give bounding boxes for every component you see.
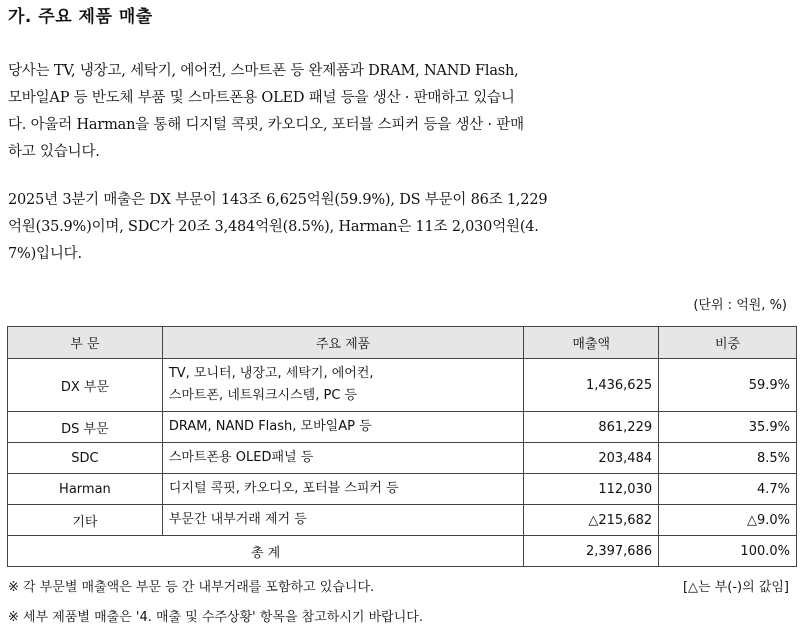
table-row: [8, 505, 797, 536]
sales-table: [7, 326, 797, 567]
footnote: ※ 세부 제품별 매출은 '4. 매출 및 수주상황' 항목을 참고하시기 바랍니다.: [8, 610, 423, 625]
share-cell: 8.5%: [659, 443, 797, 474]
intro-line: 하고 있습니다.: [8, 144, 100, 160]
segment-cell: 기타: [8, 505, 163, 536]
sales-summary-paragraph: [8, 187, 608, 268]
sales-cell: 1,436,625: [524, 359, 659, 412]
table-row: [8, 443, 797, 474]
total-share: 100.0%: [659, 536, 797, 567]
total-label: 총 계: [8, 536, 524, 567]
products-cell: 부문간 내부거래 제거 등: [162, 505, 523, 536]
header-segment: 부 문: [8, 327, 163, 359]
summary-line: 억원(35.9%)이며, SDC가 20조 3,484억원(8.5%), Harman은 11조 2,030억원(4.: [8, 219, 539, 235]
sales-cell: 112,030: [524, 474, 659, 505]
table-row: [8, 474, 797, 505]
section-heading: 가. 주요 제품 매출: [8, 7, 153, 27]
share-cell: 35.9%: [659, 412, 797, 443]
products-line: TV, 모니터, 냉장고, 세탁기, 에어컨,: [168, 366, 374, 381]
intro-paragraph: [8, 58, 608, 166]
share-cell: △9.0%: [659, 505, 797, 536]
share-cell: 59.9%: [659, 359, 797, 412]
segment-cell: SDC: [8, 443, 163, 474]
table-row: [8, 359, 797, 412]
unit-note: (단위 : 억원, %): [693, 298, 787, 313]
sales-cell: 861,229: [524, 412, 659, 443]
intro-line: 다. 아울러 Harman을 통해 디지털 콕핏, 카오디오, 포터블 스피커 등을 생산 · 판매: [8, 117, 524, 133]
segment-cell: DX 부문: [8, 359, 163, 412]
header-sales: 매출액: [524, 327, 659, 359]
summary-line: 2025년 3분기 매출은 DX 부문이 143조 6,625억원(59.9%), DS 부문이 86조 1,229: [8, 192, 548, 208]
products-cell: DRAM, NAND Flash, 모바일AP 등: [162, 412, 523, 443]
segment-cell: DS 부문: [8, 412, 163, 443]
products-cell: [162, 359, 523, 412]
sales-cell: △215,682: [524, 505, 659, 536]
footnote: ※ 각 부문별 매출액은 부문 등 간 내부거래를 포함하고 있습니다.: [8, 580, 375, 595]
sales-cell: 203,484: [524, 443, 659, 474]
share-cell: 4.7%: [659, 474, 797, 505]
total-sales: 2,397,686: [524, 536, 659, 567]
products-line: 스마트폰, 네트워크시스템, PC 등: [168, 388, 358, 403]
summary-line: 7%)입니다.: [8, 246, 82, 262]
intro-line: 모바일AP 등 반도체 부품 및 스마트폰용 OLED 패널 등을 생산 · 판매하고 있습니: [8, 90, 515, 106]
products-cell: 디지털 콕핏, 카오디오, 포터블 스피커 등: [162, 474, 523, 505]
intro-line: 당사는 TV, 냉장고, 세탁기, 에어컨, 스마트폰 등 완제품과 DRAM, NAND Flash,: [8, 63, 519, 79]
header-share: 비중: [659, 327, 797, 359]
header-products: 주요 제품: [162, 327, 523, 359]
segment-cell: Harman: [8, 474, 163, 505]
table-total-row: [8, 536, 797, 567]
products-cell: 스마트폰용 OLED패널 등: [162, 443, 523, 474]
table-row: [8, 412, 797, 443]
negative-value-legend: [△는 부(-)의 값임]: [682, 580, 789, 595]
table-header-row: [8, 327, 797, 359]
